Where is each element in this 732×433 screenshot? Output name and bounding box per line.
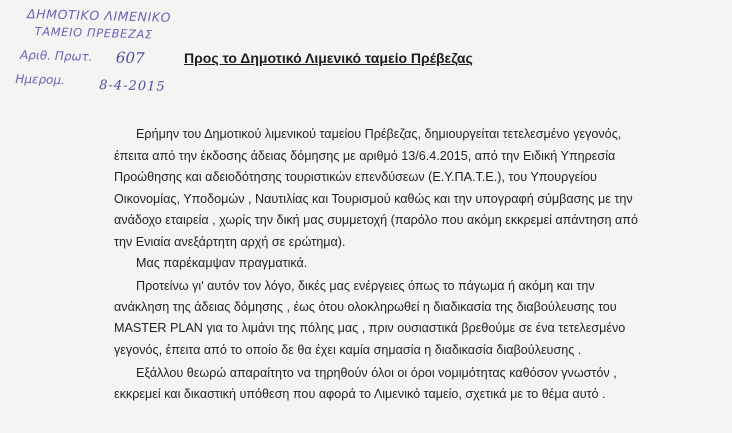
body-line: ανάδοχο εταιρεία , χωρίς την δική μας συμμετοχή (παρόλο που ακόμη εκκρεμεί απάντηση από xyxy=(114,213,638,227)
document-heading: Προς το Δημοτικό Λιμενικό ταμείο Πρέβεζας xyxy=(184,50,473,66)
body-line: Ερήμην του Δημοτικού λιμενικού ταμείου Πρέβεζας, δημιουργείται τετελεσμένο γεγονός, xyxy=(136,127,622,141)
body-line: Εξάλλου θεωρώ απαραίτητο να τηρηθούν όλοι οι όροι νομιμότητας καθόσον γνωστόν , xyxy=(136,366,617,380)
stamp-protocol-number: 607 xyxy=(115,48,145,68)
body-line: Μας παρέκαμψαν πραγματικά. xyxy=(136,256,308,270)
body-line: γεγονός, έπειτα από το οποίο δε θα έχει καμία σημασία η διαδικασία διαβούλευσης . xyxy=(114,343,582,357)
body-line: MASTER PLAN για το λιμάνι της πόλης μας , πριν ουσιαστικά βρεθούμε σε ένα τετελεσμένο xyxy=(114,321,626,335)
body-line: ανάκληση της άδειας δόμησης , έως ότου ολοκληρωθεί η διαδικασία της διαβούλευσης του xyxy=(114,300,617,314)
body-line: Προώθησης και αδειοδότησης τουριστικών επενδύσεων (Ε.Υ.ΠΑ.Τ.Ε.), του Υπουργείου xyxy=(114,170,597,184)
body-line: εκκρεμεί και δικαστική υπόθεση που αφορά το Λιμενικό ταμείο, σχετικά με το θέμα αυτό . xyxy=(114,387,606,401)
stamp-org-line-2: ΤΑΜΕΙΟ ΠΡΕΒΕΖΑΣ xyxy=(34,24,153,42)
body-line: Προτείνω γι' αυτόν τον λόγο, δικές μας ενέργειες όπως το πάγωμα ή ακόμη και την xyxy=(136,279,595,293)
stamp-date-value: 8-4-2015 xyxy=(99,78,166,95)
stamp-protocol-label: Αριθ. Πρωτ. xyxy=(19,47,93,64)
body-line: την Ενιαία ανεξάρτητη αρχή σε ερώτημα). xyxy=(114,235,346,249)
stamp-date-label: Ημερομ. xyxy=(15,71,66,88)
body-line: Οικονομίας, Υποδομών , Ναυτιλίας και Τουρισμού καθώς και την υπογραφή σύμβασης με την xyxy=(114,192,633,206)
body-line: έπειτα από την έκδοσης άδειας δόμησης με αριθμό 13/6.4.2015, από την Ειδική Υπηρεσία xyxy=(114,149,616,163)
stamp-org-line-1: ΔΗΜΟΤΙΚΟ ΛΙΜΕΝΙΚΟ xyxy=(26,6,172,25)
